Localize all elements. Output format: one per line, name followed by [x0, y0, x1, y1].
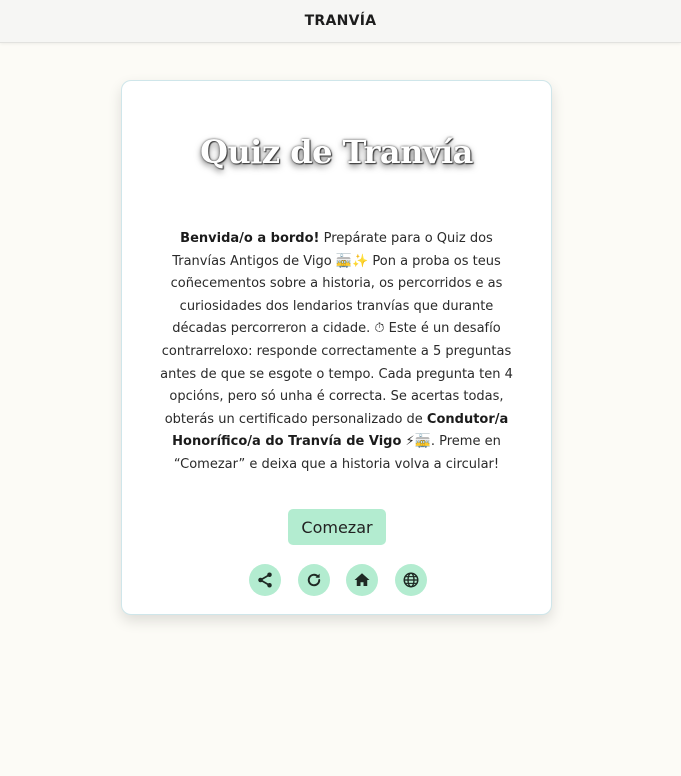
share-icon — [256, 571, 274, 589]
language-button[interactable] — [395, 564, 427, 596]
start-button[interactable]: Comezar — [288, 509, 386, 545]
certificate-name: Condutor/a Honorífico/a do Tranvía de Vigo — [172, 411, 509, 450]
intro-part-3: Este é un desafío contrarreloxo: responde correctamente a 5 preguntas antes de que se esgote o tempo. Cada pregunta ten 4 opcións, pero só unha é correcta. Se acertas todas, obterás un certificado personalizado de — [160, 321, 513, 427]
quiz-title: Quiz de Tranvía — [200, 133, 473, 171]
top-bar — [0, 0, 681, 43]
intro-part-2: Pon a proba os teus coñecementos sobre a historia, os percorridos e as curiosidades dos lendarios tranvías que durante décadas percorreron a cidade. — [170, 253, 503, 337]
share-button[interactable] — [249, 564, 281, 596]
restart-button[interactable] — [298, 564, 330, 596]
intro-part-4: . Preme en “Comezar” e deixa que a historia volva a circular! — [173, 434, 501, 472]
tram-sparkles-emoji: 🚋✨ — [335, 253, 369, 269]
globe-icon — [402, 571, 420, 589]
intro-part-1: Prepárate para o Quiz dos Tranvías Antigos de Vigo — [172, 231, 493, 269]
restart-icon — [305, 571, 323, 589]
lightning-tram-emoji: ⚡🚋 — [401, 434, 431, 450]
app-title: TRANVÍA — [304, 13, 377, 29]
intro-text — [152, 228, 521, 477]
home-button[interactable] — [346, 564, 378, 596]
action-icons — [249, 564, 427, 596]
quiz-card — [121, 80, 552, 615]
stopwatch-emoji: ⏱ — [374, 321, 385, 337]
home-icon — [353, 571, 371, 589]
intro-greeting: Benvida/o a bordo! — [180, 231, 320, 246]
